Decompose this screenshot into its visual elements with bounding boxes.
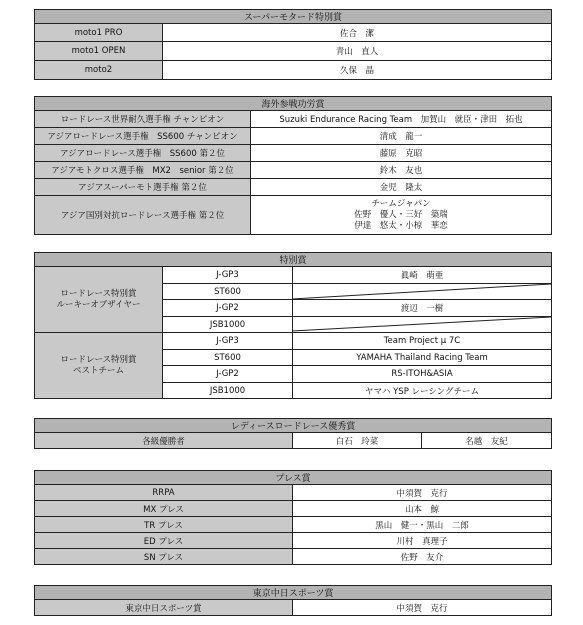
winner-name: 佐野 友介 [293,549,552,565]
winner-name: Suzuki Endurance Racing Team 加賀山 就臣・津田 拓也 [251,111,552,128]
championship-label: アジアロードレース選手権 SS600 第２位 [35,145,251,162]
championship-label: アジア国別対抗ロードレース選手権 第２位 [35,196,251,235]
winner-name: 眞崎 萌亜 [293,267,552,284]
championship-label: ロードレース世界耐久選手権 チャンピオン [35,111,251,128]
class-cell: JSB1000 [163,317,293,333]
section-title: 東京中日スポーツ賞 [35,586,552,600]
class-cell: J-GP2 [163,366,293,383]
no-winner-cell [293,317,552,333]
championship-label: アジアモトクロス選手権 MX2 senior 第２位 [35,162,251,179]
class-cell: J-GP3 [163,333,293,350]
team-members-line: 佐野 優人・三好 築瑞 [354,209,448,220]
winner-name: 金児 隆太 [251,179,552,196]
winner-name: 青山 直人 [163,42,552,61]
press-award-table [34,470,552,565]
winner-name: 藤原 克昭 [251,145,552,162]
winner-name: 清成 龍一 [251,128,552,145]
press-label: MX プレス [35,501,293,517]
championship-label: アジアロードレース選手権 SS600 チャンピオン [35,128,251,145]
winner-name: 中須賀 克行 [293,600,552,616]
best-team-label [35,333,163,399]
label-line: ロードレース特別賞 [60,354,137,365]
ladies-award-table [34,418,552,449]
press-label: RRPA [35,485,293,501]
section-title: 特別賞 [35,253,552,267]
winner-name: 川村 真理子 [293,533,552,549]
rookie-of-the-year-label [35,267,163,333]
press-label: ED プレス [35,533,293,549]
class-label: moto2 [35,61,163,80]
class-cell: ST600 [163,350,293,366]
press-label: SN プレス [35,549,293,565]
winner-name: 白石 玲菜 [293,433,422,449]
team-name: チームジャパン [371,198,431,209]
section-title: レディースロードレース優秀賞 [35,419,552,433]
winner-name: 黒山 健一・黒山 二郎 [293,517,552,533]
label-line: ルーキーオブザイヤー [56,299,141,310]
section-title: プレス賞 [35,471,552,485]
class-cell: J-GP3 [163,267,293,284]
section-title: 海外参戦功労賞 [35,97,552,111]
label-line: ベストチーム [72,365,124,376]
team-name: RS-ITOH&ASIA [293,366,552,383]
winner-name: 佐合 潔 [163,24,552,42]
class-cell: ST600 [163,284,293,300]
team-name: YAMAHA Thailand Racing Team [293,350,552,366]
no-winner-cell [293,284,552,300]
winner-name: 名越 友紀 [422,433,552,449]
championship-label: アジアスーパーモト選手権 第２位 [35,179,251,196]
overseas-award-table [34,96,552,235]
special-award-table [34,252,552,399]
category-label: 各級優勝者 [35,433,293,449]
winner-name: 中須賀 克行 [293,485,552,501]
winner-name: 山本 鯨 [293,501,552,517]
supermotard-award-table [34,9,552,80]
class-cell: J-GP2 [163,300,293,317]
team-members-line: 伊達 悠太・小椋 華恋 [354,220,448,231]
winner-name: 久保 晶 [163,61,552,80]
press-label: TR プレス [35,517,293,533]
class-label: moto1 OPEN [35,42,163,61]
class-cell: JSB1000 [163,383,293,399]
team-name: ヤマハ YSP レーシングチーム [293,383,552,399]
tokyo-chunichi-sports-award-table [34,585,552,616]
winner-name: 鈴木 友也 [251,162,552,179]
team-members [251,196,552,235]
team-name: Team Project μ 7C [293,333,552,350]
label-line: ロードレース特別賞 [60,288,137,299]
class-label: moto1 PRO [35,24,163,42]
winner-name: 渡辺 一樹 [293,300,552,317]
award-label: 東京中日スポーツ賞 [35,600,293,616]
section-title: スーパーモタード特別賞 [35,10,552,24]
